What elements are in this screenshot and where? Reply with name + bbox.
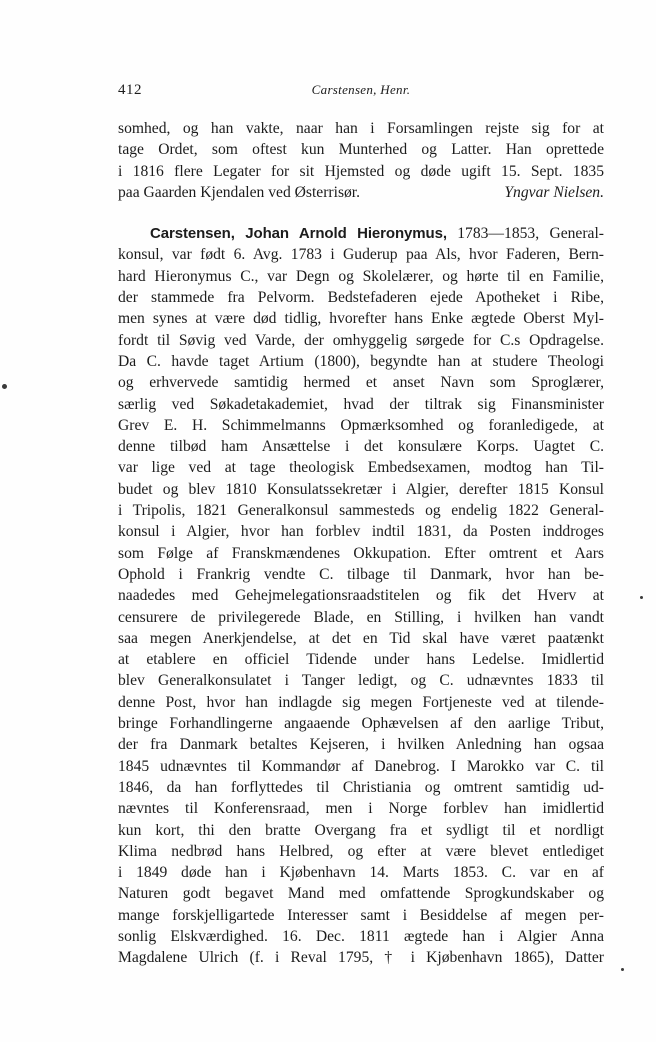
- entry-headword: Carstensen, Johan Arnold Hieronymus,: [150, 225, 447, 243]
- entry-first-line: [118, 223, 604, 244]
- text-line: bringe Forhandlingerne angaaende Ophævelsen af den aarlige Tribut,: [118, 715, 604, 733]
- text-line: blev Generalkonsulatet i Tanger ledigt, og C. udnævntes 1833 til: [118, 672, 604, 690]
- text-line: i 1816 flere Legater for sit Hjemsted og døde ugift 15. Sept. 1835: [118, 162, 604, 180]
- text-line: mange forskjelligartede Interesser samt i Besiddelse af megen per-: [118, 906, 604, 924]
- text-line: budet og blev 1810 Konsulatssekretær i Algier, derefter 1815 Konsul: [118, 480, 604, 498]
- running-head: Carstensen, Henr.: [311, 82, 411, 97]
- text-line: Ophold i Frankrig vendte C. tilbage til Danmark, hvor han be-: [118, 565, 604, 583]
- scan-speck: [2, 384, 7, 389]
- text-line: paa Gaarden Kjendalen ved Østerrisør.: [118, 183, 361, 201]
- text-line: Naturen godt begavet Mand med omfattende Sprogkundskaber og: [118, 885, 604, 903]
- text-line: Klima nedbrød hans Helbred, og efter at være blevet entlediget: [118, 842, 604, 860]
- text-line: censurere de privilegerede Blade, en Stilling, i hvilken han vandt: [118, 608, 604, 626]
- text-line: særlig ved Søkadetakademiet, hvad der tiltrak sig Finansminister: [118, 395, 604, 413]
- text-line: saa megen Anerkjendelse, at det en Tid skal have været paatænkt: [118, 629, 604, 647]
- scan-speck: [640, 596, 643, 599]
- entry-separator: [118, 203, 604, 223]
- entry-dates-text: 1783—1853, General-: [446, 225, 604, 243]
- text-line: naadedes med Gehejmelegationsraadstitelen og fik det Hverv at: [118, 587, 604, 605]
- text-line: var lige ved at tage theologisk Embedsexamen, modtog han Til-: [118, 459, 604, 477]
- text-line: hard Hieronymus C., var Degn og Skolelærer, og hørte til en Familie,: [118, 267, 604, 285]
- text-line: Magdalene Ulrich (f. i Reval 1795, † i Kjøbenhavn 1865), Datter: [118, 949, 604, 967]
- biography-entry: [118, 223, 604, 968]
- page-header: [118, 80, 604, 100]
- text-line: Da C. havde taget Artium (1800), begyndte han at studere Theologi: [118, 352, 604, 370]
- text-line: somhed, og han vakte, naar han i Forsamlingen rejste sig for at: [118, 120, 604, 137]
- text-line: 1845 udnævntes til Kommandør af Danebrog. I Marokko var C. til: [118, 757, 604, 775]
- text-line: der stammede fra Pelvorm. Bedstefaderen ejede Apotheket i Ribe,: [118, 289, 604, 307]
- body-text: [118, 118, 604, 969]
- author-signature: Yngvar Nielsen.: [504, 183, 604, 201]
- previous-entry-ending: [118, 118, 604, 203]
- closing-line: [118, 182, 604, 203]
- text-line: tage Ordet, som oftest kun Munterhed og Latter. Han oprettede: [118, 141, 604, 159]
- text-line: nævntes til Konferensraad, men i Norge forblev han imidlertid: [118, 800, 604, 818]
- text-line: 1846, da han forflyttedes til Christiania og omtrent samtidig ud-: [118, 778, 604, 796]
- scan-speck: [621, 968, 624, 971]
- page-number: 412: [118, 82, 142, 98]
- text-line: fordt til Søvig ved Varde, der omhyggelig sørgede for C.s Opdragelse.: [118, 331, 604, 349]
- text-line: som Følge af Franskmændenes Okkupation. Efter omtrent et Aars: [118, 544, 604, 562]
- text-line: sonlig Elskværdighed. 16. Dec. 1811 ægtede han i Algier Anna: [118, 927, 604, 945]
- text-line: konsul, var født 6. Avg. 1783 i Guderup paa Als, hvor Faderen, Bern-: [118, 246, 604, 264]
- text-line: denne tilbød ham Ansættelse i det konsulære Korps. Uagtet C.: [118, 438, 604, 456]
- text-line: der fra Danmark betaltes Kejseren, i hvilken Anledning han ogsaa: [118, 736, 604, 754]
- text-line: kun kort, thi den bratte Overgang fra et sydligt til et nordligt: [118, 821, 604, 839]
- text-line: at etablere en officiel Tidende under hans Ledelse. Imidlertid: [118, 651, 604, 669]
- text-line: Grev E. H. Schimmelmanns Opmærksomhed og foranledigede, at: [118, 416, 604, 434]
- text-line: i Tripolis, 1821 Generalkonsul sammesteds og endelig 1822 General-: [118, 502, 604, 520]
- text-line: i 1849 døde han i Kjøbenhavn 14. Marts 1853. C. var en af: [118, 864, 604, 882]
- text-line: denne Post, hvor han indlagde sig megen Fortjeneste ved at tilende-: [118, 693, 604, 711]
- text-line: men synes at være død tidlig, hvorefter hans Enke ægtede Oberst Myl-: [118, 310, 604, 328]
- text-line: og erhvervede samtidig hermed et anset Navn som Sproglærer,: [118, 374, 604, 392]
- text-line: konsul i Algier, hvor han forblev indtil 1831, da Posten inddroges: [118, 523, 604, 541]
